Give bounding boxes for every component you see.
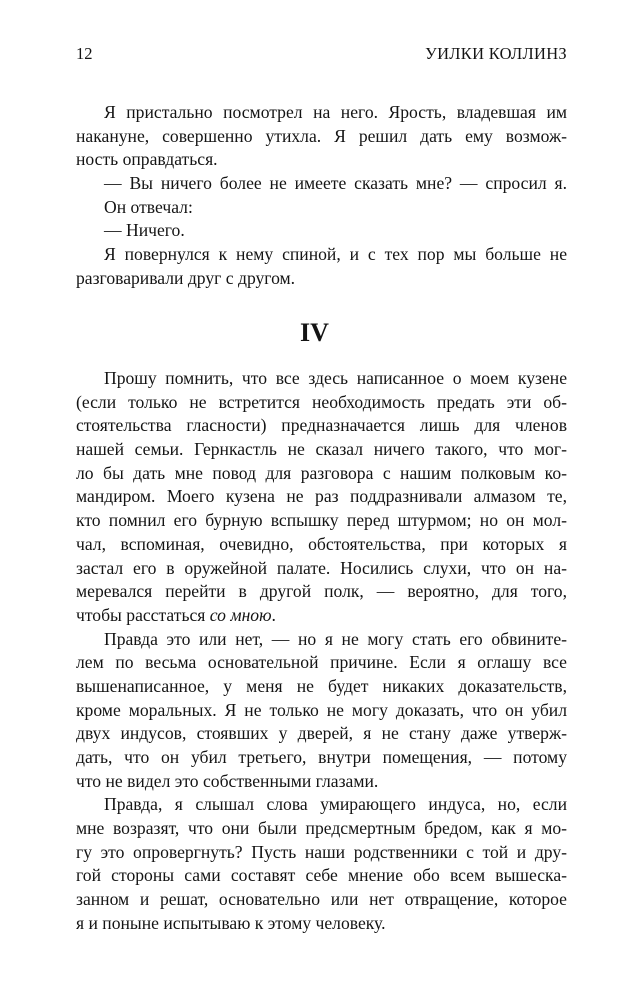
- text-line: что не видел это собственными глазами.: [76, 770, 379, 791]
- text-line: стоятельства гласности) предназначается лишь для членов: [76, 415, 567, 436]
- text-line: Правда это или нет, — но я не могу стать его обвините-: [104, 628, 567, 649]
- text-line: нашей семьи. Гернкастль не сказал ничего такого, что мог-: [76, 439, 567, 460]
- text-line: я и поныне испытываю к этому человеку.: [76, 912, 386, 933]
- text-line: занном и решат, основательно или нет отвращение, которое: [76, 889, 567, 910]
- chapter-heading: IV: [300, 318, 329, 347]
- dialogue-section: [76, 101, 567, 291]
- text-line: двух индусов, стоявших у дверей, я не стану даже утверж-: [76, 723, 567, 744]
- page-header: [76, 44, 567, 68]
- text-line: меревался перейти в другой полк, — вероятно, для того,: [76, 581, 567, 602]
- text-line: чал, вспоминая, очевидно, обстоятельства, при которых я: [76, 533, 567, 554]
- text-line: Правда, я слышал слова умирающего индуса, но, если: [104, 794, 567, 815]
- text-line: Я пристально посмотрел на него. Ярость, владевшая им: [104, 102, 567, 122]
- text-line: дать, что он убил третьего, внутри помещения, — потому: [76, 747, 567, 767]
- text-line: вышенаписанное, у меня не будет никаких доказательств,: [76, 675, 567, 696]
- page-number: 12: [76, 44, 93, 63]
- text-line: Прошу помнить, что все здесь написанное о моем кузене: [104, 368, 567, 388]
- text-line: накануне, совершенно утихла. Я решил дать ему возмож-: [76, 125, 567, 146]
- text-line: лем по весьма основательной причине. Если я оглашу все: [76, 652, 567, 673]
- text-line: ло бы дать мне повод для разговора с нашим полковым ко-: [76, 462, 567, 483]
- chapter-body: [76, 367, 567, 936]
- text-line: — Ничего.: [104, 220, 185, 241]
- text-line: [76, 604, 567, 628]
- text-line: Я повернулся к нему спиной, и с тех пор мы больше не: [104, 244, 567, 265]
- text-line: гой стороны сами составят себе мнение обо всем вышеска-: [76, 865, 567, 886]
- italic-phrase: со мною: [209, 604, 272, 625]
- text-line: Он отвечал:: [104, 196, 193, 217]
- text-fragment: .: [271, 604, 276, 625]
- text-line: (если только не встретится необходимость предать эти об-: [76, 391, 567, 412]
- text-line: — Вы ничего более не имеете сказать мне? — спросил я.: [104, 173, 567, 194]
- text-line: мандиром. Моего кузена не раз поддразнивали алмазом те,: [76, 486, 567, 507]
- text-line: застал его в оружейной палате. Носились слухи, что он на-: [76, 557, 567, 578]
- text-line: ность оправдаться.: [76, 149, 218, 170]
- text-line: кто помнил его бурную вспышку перед штурмом; но он мол-: [76, 510, 567, 531]
- running-title: УИЛКИ КОЛЛИНЗ: [425, 44, 567, 63]
- text-line: мне возразят, что они были предсмертным бредом, как я мо-: [76, 818, 567, 839]
- text-line: гу это опровергнуть? Пусть наши родственники с той и дру-: [76, 841, 567, 862]
- text-line: разговаривали друг с другом.: [76, 267, 296, 288]
- text-fragment: чтобы расстаться: [76, 604, 206, 625]
- text-line: кроме моральных. Я не только не могу доказать, что он убил: [76, 699, 567, 720]
